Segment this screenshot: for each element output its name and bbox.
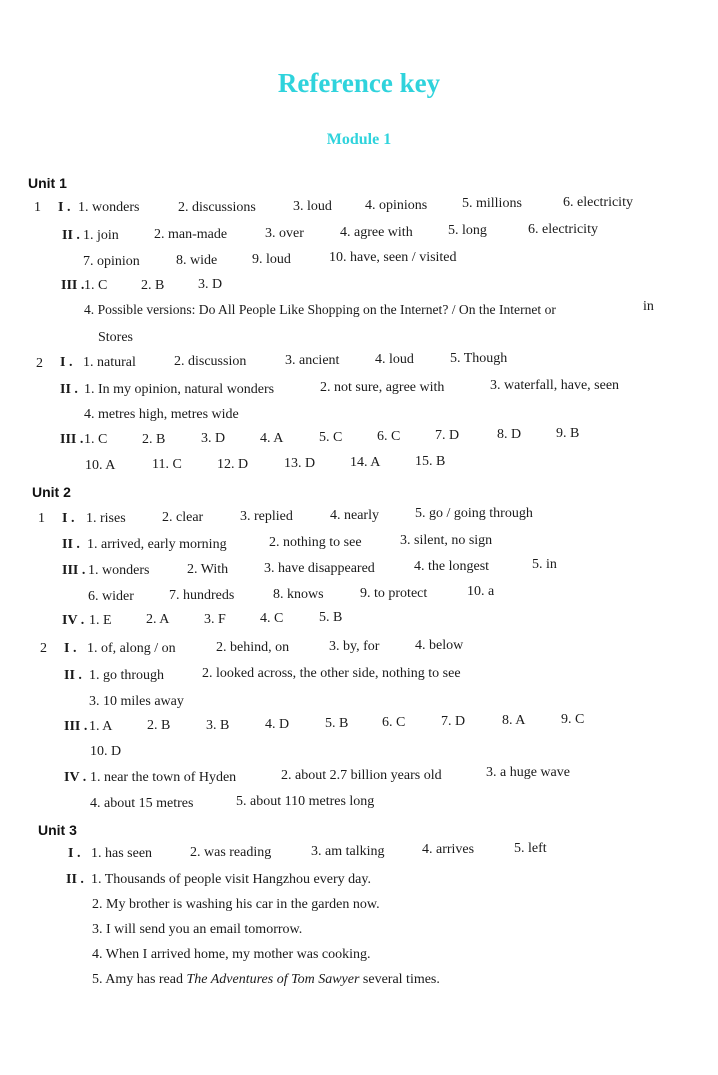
answer-item: 2. discussions xyxy=(178,200,256,215)
sentence-part: 5. Amy has read xyxy=(92,972,187,987)
answer-item: 7. D xyxy=(441,714,466,729)
answer-item: 4. below xyxy=(415,638,464,653)
unit2-s1-IV-label: IV . xyxy=(62,613,85,628)
answer-item: 7. D xyxy=(435,428,460,443)
answer-item: 1. In my opinion, natural wonders xyxy=(84,382,275,397)
answer-item: 8. D xyxy=(497,427,522,442)
answer-item: 1. of, along / on xyxy=(87,641,176,656)
answer-item: 5. C xyxy=(319,430,343,445)
answer-item: 10. a xyxy=(467,584,495,599)
answer-item: 1. C xyxy=(84,432,108,447)
unit3-I-label: I . xyxy=(68,846,81,861)
answer-item: 1. arrived, early morning xyxy=(87,537,227,552)
answer-item-wrap: in xyxy=(643,299,654,314)
answer-item: 3. ancient xyxy=(285,353,340,368)
unit1-s2-III-label: III . xyxy=(60,432,84,447)
unit1-s1-III-label: III . xyxy=(61,278,85,293)
unit1-s1-I-label: I . xyxy=(58,200,71,215)
answer-sentence: 4. When I arrived home, my mother was cooking. xyxy=(92,947,371,962)
unit2-s2-I-label: I . xyxy=(64,641,77,656)
unit2-section1-number: 1 xyxy=(38,511,45,526)
answer-item: 2. not sure, agree with xyxy=(320,380,445,395)
answer-item: 2. A xyxy=(146,612,170,627)
answer-item: 2. man-made xyxy=(154,227,228,242)
unit2-s1-II-label: II . xyxy=(62,537,80,552)
unit1-s2-I-label: I . xyxy=(60,355,73,370)
answer-item: 3. B xyxy=(206,718,230,733)
answer-item: 6. electricity xyxy=(528,222,598,237)
answer-item: 3. waterfall, have, seen xyxy=(490,378,620,393)
module-heading: Module 1 xyxy=(326,131,392,148)
answer-sentence: 1. Thousands of people visit Hangzhou every day. xyxy=(91,872,371,887)
answer-item: 9. C xyxy=(561,712,585,727)
unit1-s1-II-label: II . xyxy=(62,228,80,243)
answer-item: 3. have disappeared xyxy=(264,561,375,576)
answer-item: 4. agree with xyxy=(340,225,413,240)
answer-item: 3. replied xyxy=(240,509,293,524)
unit2-s2-II-label: II . xyxy=(64,668,82,683)
answer-item: 5. B xyxy=(325,716,349,731)
answer-item: 8. knows xyxy=(273,587,324,602)
answer-sentence: 3. I will send you an email tomorrow. xyxy=(92,922,303,937)
answer-item: 8. wide xyxy=(176,253,218,268)
answer-item: 1. C xyxy=(84,278,108,293)
answer-item: 1. natural xyxy=(83,355,136,370)
unit2-s1-I-label: I . xyxy=(62,511,75,526)
answer-item: 6. C xyxy=(382,715,406,730)
answer-item: 14. A xyxy=(350,455,381,470)
unit2-s1-III-label: III . xyxy=(62,563,86,578)
unit1-s2-II-label: II . xyxy=(60,382,78,397)
answer-item: 1. E xyxy=(89,613,112,628)
sentence-part: several times. xyxy=(359,972,440,987)
answer-item: 4. arrives xyxy=(422,842,475,857)
answer-item: 2. B xyxy=(142,432,166,447)
answer-sentence xyxy=(92,972,440,988)
answer-item: 4. A xyxy=(260,431,284,446)
answer-item: 2. clear xyxy=(162,510,204,525)
answer-item: 2. was reading xyxy=(190,845,272,860)
answer-item: 3. by, for xyxy=(329,639,380,654)
answer-item: 4. D xyxy=(265,717,290,732)
answer-item: 10. A xyxy=(85,458,116,473)
answer-item: 4. metres high, metres wide xyxy=(84,407,239,422)
unit1-section1-number: 1 xyxy=(34,200,41,215)
answer-item: 5. in xyxy=(532,557,557,572)
answer-item: 11. C xyxy=(152,457,182,472)
answer-item: 4. loud xyxy=(375,352,414,367)
answer-item: 7. opinion xyxy=(83,254,140,269)
answer-item: 2. discussion xyxy=(174,354,247,369)
answer-item: 1. go through xyxy=(89,668,165,683)
answer-item: 12. D xyxy=(217,457,249,472)
answer-item: 1. wonders xyxy=(88,563,150,578)
answer-item: 4. nearly xyxy=(330,508,379,523)
answer-item: 4. the longest xyxy=(414,559,490,574)
answer-item: 4. C xyxy=(260,611,284,626)
answer-item: 3. D xyxy=(198,277,223,292)
answer-item: 5. Though xyxy=(450,351,508,366)
answer-item: 13. D xyxy=(284,456,316,471)
answer-item: 3. a huge wave xyxy=(486,765,570,780)
answer-item: 3. am talking xyxy=(311,844,385,859)
unit1-section2-number: 2 xyxy=(36,356,43,371)
answer-item: 1. has seen xyxy=(91,846,153,861)
answer-item: 6. C xyxy=(377,429,401,444)
answer-item: 3. 10 miles away xyxy=(89,694,184,709)
answer-item: 2. about 2.7 billion years old xyxy=(281,768,442,783)
answer-item: 2. behind, on xyxy=(216,640,290,655)
answer-item: 2. looked across, the other side, nothing to see xyxy=(202,666,461,681)
answer-item: 1. join xyxy=(83,228,119,243)
page-title: Reference key xyxy=(277,68,441,98)
answer-item: 1. rises xyxy=(86,511,126,526)
answer-item: 2. nothing to see xyxy=(269,535,362,550)
answer-item: 2. With xyxy=(187,562,229,577)
answer-item: 3. over xyxy=(265,226,304,241)
answer-item: 5. long xyxy=(448,223,487,238)
answer-item: 7. hundreds xyxy=(169,588,235,603)
answer-item: 2. B xyxy=(141,278,165,293)
answer-item: 3. F xyxy=(204,612,226,627)
answer-item: 3. loud xyxy=(293,199,332,214)
answer-sentence: 2. My brother is washing his car in the garden now. xyxy=(92,897,380,912)
unit3-heading: Unit 3 xyxy=(38,822,77,838)
answer-item: 6. electricity xyxy=(563,195,633,210)
answer-item: 3. D xyxy=(201,431,226,446)
answer-item-long: 4. Possible versions: Do All People Like Shopping on the Internet? / On the Internet or xyxy=(84,302,556,317)
answer-item: 9. B xyxy=(556,426,580,441)
answer-item: 5. go / going through xyxy=(415,506,533,521)
answer-item: 5. left xyxy=(514,841,547,856)
answer-item: 1. wonders xyxy=(78,200,140,215)
unit2-s2-III-label: III . xyxy=(64,719,88,734)
unit1-heading: Unit 1 xyxy=(28,175,67,191)
answer-item-continuation: Stores xyxy=(98,330,133,345)
answer-item: 4. about 15 metres xyxy=(90,796,194,811)
answer-item: 15. B xyxy=(415,454,446,469)
answer-item: 6. wider xyxy=(88,589,134,604)
answer-item: 5. B xyxy=(319,610,343,625)
answer-item: 5. about 110 metres long xyxy=(236,794,375,809)
answer-item: 4. opinions xyxy=(365,198,428,213)
answer-item: 1. A xyxy=(89,719,113,734)
answer-item: 8. A xyxy=(502,713,526,728)
unit2-heading: Unit 2 xyxy=(32,484,71,500)
answer-item: 3. silent, no sign xyxy=(400,533,493,548)
answer-item: 2. B xyxy=(147,718,171,733)
answer-item: 9. to protect xyxy=(360,586,428,601)
answer-item: 10. D xyxy=(90,744,122,759)
answer-item: 10. have, seen / visited xyxy=(329,250,457,265)
unit2-s2-IV-label: IV . xyxy=(64,770,87,785)
answer-item: 5. millions xyxy=(462,196,522,211)
book-title: The Adventures of Tom Sawyer xyxy=(186,972,360,987)
unit2-section2-number: 2 xyxy=(40,641,47,656)
unit3-II-label: II . xyxy=(66,872,84,887)
answer-item: 9. loud xyxy=(252,252,291,267)
answer-item: 1. near the town of Hyden xyxy=(90,770,237,785)
